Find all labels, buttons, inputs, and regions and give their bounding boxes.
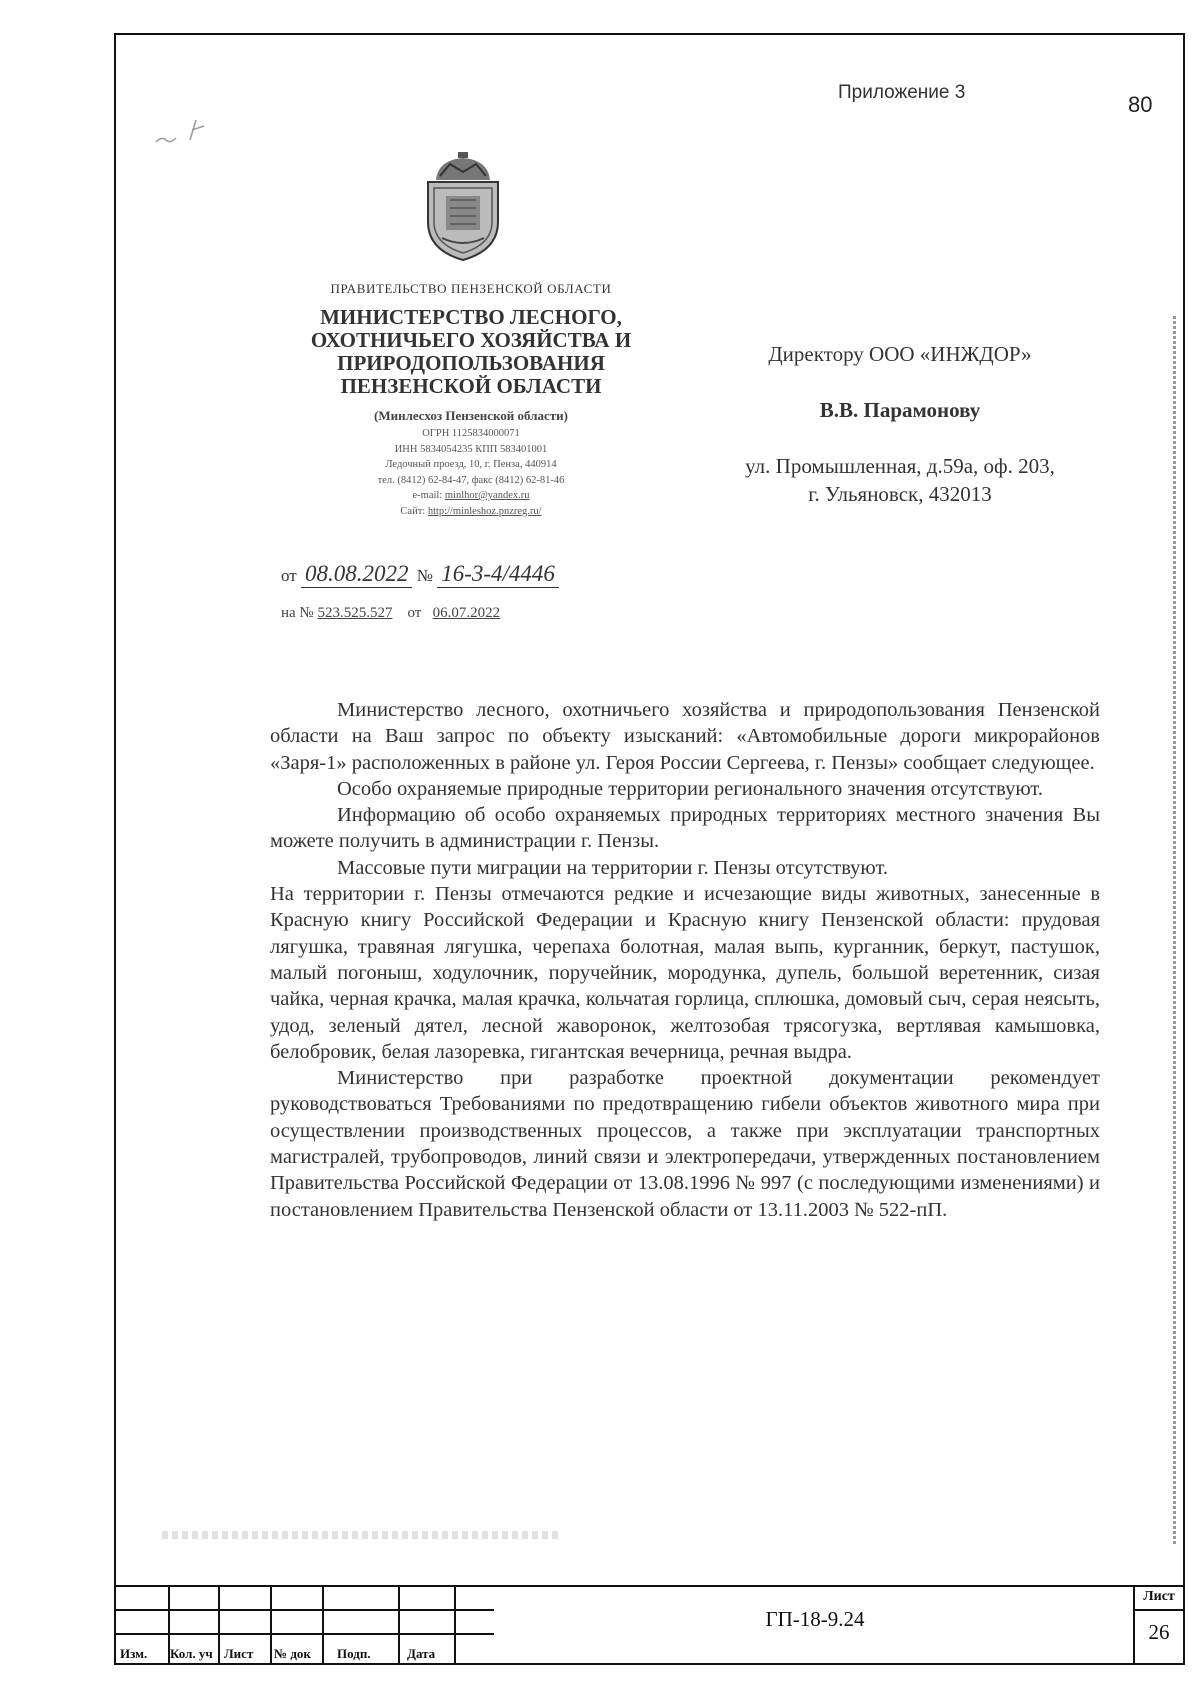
recipient-address: ул. Промышленная, д.59а, оф. 203, г. Ульяновск, 432013	[745, 454, 1055, 506]
incoming-reference: на № 523.525.527 от 06.07.2022	[281, 605, 501, 621]
body-paragraph: Информацию об особо охраняемых природных территориях местного значения Вы можете получить в администрации г. Пензы.	[270, 804, 1100, 853]
col-doc-number: № док	[274, 1646, 311, 1661]
ministry-line: МИНИСТЕРСТВО ЛЕСНОГО,	[320, 305, 622, 329]
sender-site-line: Сайт: http://minleshoz.pnzreg.ru/	[400, 505, 542, 517]
faint-scan-artifact	[162, 1531, 562, 1539]
body-paragraph: На территории г. Пензы отмечаются редкие и исчезающие виды животных, занесенные в Красную книгу Российской Федерации и Красную книгу Пензенской области: прудовая лягушка, травяная лягушка, черепаха болотная, малая выпь, курганник, беркут, пастушок, малый погоныш, ходулочник, поручейник, мородунка, дупель, большой веретенник, сизая чайка, черная крачка, малая крачка, кольчатая горлица, сплюшка, домовый сыч, серая неясыть, удод, зеленый дятел, лесной жаворонок, желтозобая трясогузка, вертлявая камышовка, белобровик, белая лазоревка, гигантская вечерница, речная выдра.	[270, 883, 1100, 1063]
letter-date: 08.08.2022	[301, 561, 413, 588]
ministry-line: ОХОТНИЧЬЕГО ХОЗЯЙСТВА И	[310, 328, 632, 352]
ogrn: ОГРН 1125834000071	[422, 428, 520, 439]
scan-edge-line	[1173, 316, 1176, 1546]
request-numbers: 523.525.527	[317, 605, 393, 621]
ministry-requisites	[296, 426, 646, 519]
ministry-short-name: (Минлесхоз Пензенской области)	[373, 408, 568, 423]
recipient-position: Директору ООО «ИНЖДОР»	[768, 342, 1032, 366]
document-code: ГП-18-9.24	[765, 1607, 865, 1631]
letter-body	[270, 697, 1100, 1223]
government-name: ПРАВИТЕЛЬСТВО ПЕНЗЕНСКОЙ ОБЛАСТИ	[330, 281, 612, 296]
ministry-line: ПРИРОДОПОЛЬЗОВАНИЯ	[337, 351, 605, 375]
handwritten-mark	[152, 112, 214, 152]
ministry-name	[286, 306, 656, 398]
col-revision: Изм.	[120, 1646, 148, 1661]
email-link[interactable]: minlhor@yandex.ru	[444, 490, 530, 501]
col-date: Дата	[407, 1646, 436, 1661]
request-date: 06.07.2022	[432, 605, 501, 621]
coat-of-arms-emblem	[420, 150, 506, 262]
sender-phone: тел. (8412) 62-84-47, факс (8412) 62-81-46	[377, 474, 565, 486]
inn-kpp: ИНН 5834054235 КПП 583401001	[394, 443, 548, 455]
sender-address: Ледочный проезд, 10, г. Пенза, 440914	[385, 459, 557, 470]
body-paragraph: Министерство лесного, охотничьего хозяйства и природопользования Пензенской области на Ваш запрос по объекту изысканий: «Автомобильные дороги микрорайонов «Заря-1» расположенных в районе ул. Героя России Сергеева, г. Пензы» сообщает следующее.	[270, 699, 1100, 774]
recipient-name: В.В. Парамонову	[819, 398, 981, 422]
body-paragraph: Массовые пути миграции на территории г. Пензы отсутствуют.	[337, 856, 889, 879]
appendix-label: Приложение 3	[838, 82, 966, 103]
col-signature: Подп.	[337, 1646, 371, 1661]
sheet-value: 26	[1148, 1620, 1170, 1644]
outgoing-reference: от 08.08.2022 № 16-3-4/4446	[281, 561, 559, 588]
col-count: Кол. уч	[170, 1646, 213, 1661]
site-link[interactable]: http://minleshoz.pnzreg.ru/	[427, 505, 542, 517]
body-paragraph: Особо охраняемые природные территории регионального значения отсутствуют.	[337, 777, 1043, 800]
ministry-line: ПЕНЗЕНСКОЙ ОБЛАСТИ	[340, 374, 602, 398]
body-paragraph: Министерство при разработке проектной документации рекомендует руководствоваться Требованиями по предотвращению гибели объектов животного мира при осуществлении производственных процессов, а также при эксплуатации транспортных магистралей, трубопроводов, линий связи и электропередачи, утвержденных постановлением Правительства Российской Федерации от 13.08.1996 № 997 (с последующими изменениями) и постановлением Правительства Пензенской области от 13.11.2003 № 522-пП.	[270, 1067, 1100, 1221]
letter-number: 16-3-4/4446	[437, 561, 559, 588]
col-sheet: Лист	[224, 1646, 254, 1661]
sender-email-line: e-mail: minlhor@yandex.ru	[412, 490, 530, 501]
sheet-label: Лист	[1143, 1589, 1175, 1604]
sheet-number: 80	[1128, 92, 1153, 117]
